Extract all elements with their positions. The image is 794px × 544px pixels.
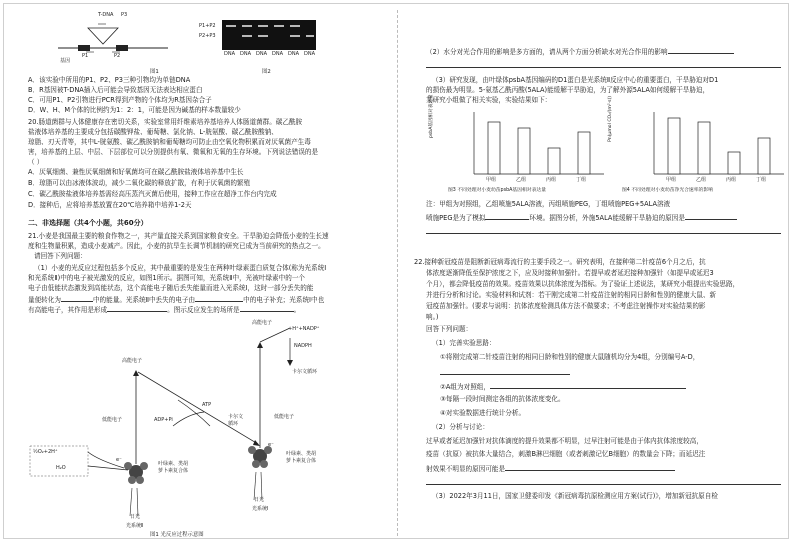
arrow-head <box>253 440 260 446</box>
chart-pn-caption: 图4 不同处理对小麦幼苗净光合速率的影响 <box>622 188 713 193</box>
q21-part1-line-fill <box>28 304 300 316</box>
label-calvin-2: 卡尔文 <box>228 414 244 420</box>
q22-step2-line <box>440 381 686 393</box>
arrow-head <box>133 370 139 376</box>
answer-blank-13[interactable] <box>426 477 781 485</box>
column-divider <box>397 10 398 536</box>
chart-psba-bar <box>488 122 500 174</box>
answer-blank-7[interactable] <box>485 212 529 220</box>
label-chl-ps1-b: 萝卜素复合体 <box>286 458 317 464</box>
q22-step3: ③每隔一段时间测定各组的抗体浓度变化。 <box>440 395 565 403</box>
q22-discussion-blank <box>426 477 781 489</box>
q20-stem-line: 琼脂、刃天青等，其中L-胱氨酸、碳乙酰胺钠和葡萄糖均可防止由空氧化物积累而对厌氧菌产生毒 <box>28 138 311 146</box>
answer-blank-11[interactable] <box>490 381 686 389</box>
chart-psba-xtick: 乙组 <box>516 177 527 183</box>
q20-stem-line: 盐液体培养基的主要成分包括碳酸钾盐、葡萄糖、氯化钠、L-胱氨酸、碳乙酰胺酸钠、 <box>28 128 278 136</box>
dna-lane-label: DNA <box>288 51 300 57</box>
label-high-electron-ps2: 高能电子 <box>122 358 143 364</box>
p1-label: P1 <box>82 53 89 59</box>
q19-option-b: B．R基因被T-DNA插入后可能会导致基因无法表达相应蛋白 <box>28 86 203 94</box>
label-sunlight-ps1: 日光 <box>254 497 265 503</box>
arrow-head <box>287 360 293 366</box>
answer-blank-2[interactable] <box>195 294 243 302</box>
arrow-head <box>257 342 263 348</box>
chart-pn-xtick: 丁组 <box>756 177 767 183</box>
q22-part1-label: （1）完善实验思路： <box>432 339 496 347</box>
ps2-complex-shape <box>128 476 136 484</box>
sun-ray <box>137 488 138 516</box>
figure-gel <box>222 20 316 50</box>
figure-gel-svg <box>222 20 316 50</box>
label-e-ps2: e⁻ <box>116 457 122 463</box>
chart-pn-bar <box>758 138 770 174</box>
label-low-electron-ps2: 低能电子 <box>102 417 123 423</box>
fig1-caption: 图1 <box>150 69 159 75</box>
tdna-label: T-DNA <box>98 12 114 18</box>
q21-stem-line: 请回答下列问题： <box>34 252 87 260</box>
right-column <box>404 10 788 538</box>
label-high-electron-ps1: 高能电子 <box>252 320 273 326</box>
ps1-complex <box>248 446 272 468</box>
label-cycle: 循环 <box>228 421 239 427</box>
q20-stem-line: 20.肠道菌群与人体健康存在密切关系，实验室常用纤维素培养基培养人体肠道菌群。碳乙酰胺 <box>28 118 303 126</box>
q21-part2-blank-line <box>426 60 781 72</box>
q22-discussion-line-fill <box>426 463 675 475</box>
q21-part1-line: 电子由低能状态激发到高能状态，这个高能电子随后丢失能量而进入光系统Ⅰ，这时一部分丢失的能 <box>28 284 314 292</box>
chart-psba-bar <box>578 132 590 174</box>
q21-text: 中的能量。光系统Ⅱ中丢失的电子由 <box>92 296 196 304</box>
chart-pn-xtick: 乙组 <box>696 177 707 183</box>
label-sunlight-ps2: 日光 <box>130 514 141 520</box>
note-line: 注：甲组为对照组，乙组喷施5ALA溶液，丙组喷施PEG，丁组喷施PEG+5ALA溶液 <box>426 200 671 208</box>
answer-blank-5[interactable] <box>668 46 734 54</box>
q22-step1: ①将刚完成第二针疫苗注射的相同日龄和性别的健康大鼠随机均分为4组，分别编号A-D， <box>440 353 700 361</box>
chart-psba-caption: 图3 不同处理对小麦幼苗psbA基因相对表达量 <box>448 188 546 193</box>
q22-step4: ④对实验数据进行统计分析。 <box>440 409 526 417</box>
dna-lane-label: DNA <box>256 51 268 57</box>
answer-blank-4[interactable] <box>240 304 294 312</box>
answer-blank-9[interactable] <box>426 226 781 234</box>
q22-step2: ②A组为对照组， <box>440 383 490 391</box>
sun-ray <box>130 488 132 516</box>
q20-option-d: D．接种后，应将培养基放置在20℃培养箱中培养1-2天 <box>28 201 192 209</box>
answer-blank-12[interactable] <box>505 463 675 471</box>
q21-text: 有高能电子，其作用是形成 <box>28 306 108 314</box>
gene-box-left <box>78 45 90 51</box>
chart-psba-bar <box>518 128 530 174</box>
q21-part1-line: （1）小麦的光反应过程包括多个反应，其中最重要的是发生在两种叶绿素蛋白质复合体(称为光系统Ⅰ <box>34 264 327 272</box>
q19-option-d: D．W、H、M个体的比例约为1：2：1，可能是因为碱基的样本数量较少 <box>28 106 241 114</box>
q21-text: 中的电子补充；光系统Ⅰ中也 <box>243 296 325 304</box>
q21-stem-line: 度和生物量积累，造成小麦减产。因此，小麦的抗旱生长调节机制的研究已成为当前研究的热点之一。 <box>28 242 325 250</box>
label-low-electron-ps1: 低能电子 <box>274 414 295 420</box>
q21-part3-line: 的损伤最为明显。5-氨基乙酰丙酸(5ALA)能缓解干旱胁迫，为了解外源5ALA如何缓解干旱胁迫， <box>426 86 710 94</box>
label-oxygen: ½O₂+2H⁺ <box>33 449 58 455</box>
chart-psba-ylabel: psbA基因相对表达量 <box>429 94 434 138</box>
note-text: 环境。据图分析，外施5ALA能缓解干旱胁迫的原因是 <box>529 214 685 222</box>
note-line-fill <box>426 212 737 224</box>
answer-blank-3[interactable] <box>107 304 167 312</box>
chart-pn-bar <box>728 152 740 174</box>
ps1-complex-shape <box>248 446 256 454</box>
q21-stem-line: 21.小麦是我国最主要的粮食作物之一，其产量直接关系到国家粮食安全。干旱胁迫会降低小麦的生长速 <box>28 232 329 240</box>
chart-psba-xtick: 甲组 <box>486 177 497 183</box>
figure-tdna <box>58 10 188 72</box>
q22-part3-line: （3）2022年3月11日，国家卫健委印发《新冠病毒抗原检测应用方案(试行)》，增加新冠抗原自检 <box>432 492 718 500</box>
ps1-complex-shape <box>252 460 260 468</box>
ps2-complex-shape <box>124 462 132 470</box>
ps2-complex <box>124 462 148 484</box>
q20-stem-line: 害，培养基的上层、中层、下层部位可以分别提供有氧、微氧和无氧的生存环境。下列说法错误的是 <box>28 148 319 156</box>
q20-answer-paren: （ ） <box>28 158 44 166</box>
note-blank-line <box>426 226 781 238</box>
ps2-complex-shape <box>136 476 144 484</box>
nadp-branch <box>260 328 290 342</box>
q20-option-a: A．厌氧细菌、兼性厌氧细菌和好氧菌均可在碳乙酰胺盐液体培养基中生长 <box>28 168 244 176</box>
dna-lane-label: DNA <box>272 51 284 57</box>
dna-lane-label: DNA <box>304 51 316 57</box>
q22-part2-label: （2）分析与讨论： <box>432 423 489 431</box>
dna-lane-label: DNA <box>240 51 252 57</box>
q21-part2-line <box>426 46 734 58</box>
q22-stem-line: 并进行分析和讨论。实验材料和试剂：若干刚完成第二针疫苗注射的相同日龄和性别的健康大鼠、新 <box>426 291 717 299</box>
chart-pn-xtick: 甲组 <box>666 177 677 183</box>
q22-discussion-text: 射效果不明显的原因可能是 <box>426 465 506 473</box>
figure-tdna-svg <box>58 10 188 72</box>
q22-stem-line: 22.接种新冠疫苗是阻断新冠病毒流行的主要手段之一。研究表明，在接种第二针疫苗6个月之后，抗 <box>414 258 706 266</box>
figure-photosystem-caption: 图1 光反应过程示意图 <box>150 532 204 538</box>
q21-part3-line: 某研究小组做了相关实验，实验结果如下： <box>426 96 552 104</box>
p2p3-label: P2+P3 <box>199 33 216 39</box>
gel-background <box>222 20 316 50</box>
label-water: H₂O <box>56 465 66 471</box>
label-adp-pi: ADP+Pi <box>154 417 173 423</box>
q22-stem-line: 响。) <box>426 313 439 321</box>
q21-text: 。 <box>293 306 301 314</box>
answer-blank-8[interactable] <box>685 212 737 220</box>
chart-psba-bar <box>548 148 560 174</box>
note-text: 喷施PEG是为了模拟 <box>426 214 486 222</box>
p1p2-label: P1+P2 <box>199 23 216 29</box>
label-ps1: 光系统Ⅰ <box>252 506 269 512</box>
ps2-complex-shape <box>140 462 148 470</box>
q22-discussion-line: 疫苗（抗原）被抗体大量结合，刺激B淋巴细胞（或者刺激记忆B细胞）的数量会下降；而延迟注 <box>426 450 706 458</box>
q22-stem-line: 个月），都会降低疫苗的效果。疫苗效果以抗体浓度为指标。为了验证上述说法，某研究小组提出实验思路， <box>426 280 740 288</box>
q22-discussion-line: 过早或者延迟加强针对抗体滴度的提升效果都不明显，过早注射可能是由于体内抗体浓度较高， <box>426 437 703 445</box>
label-chl-ps2: 叶绿素、类胡 <box>158 461 189 467</box>
tdna-triangle <box>88 28 118 44</box>
answer-blank-10[interactable] <box>440 367 570 375</box>
gene-label: 基因 <box>60 58 71 64</box>
q21-text: 量便转化为 <box>28 296 61 304</box>
q21-text: 。图示反应发生的场所是 <box>167 306 240 314</box>
q21-part2-text: （2）水分对光合作用的影响是多方面的，请从两个方面分析缺水对光合作用的影响 <box>426 48 668 56</box>
label-e-ps1: e⁻ <box>268 442 274 448</box>
left-column <box>6 10 390 538</box>
adp-arc <box>173 412 204 426</box>
answer-blank-6[interactable] <box>426 60 781 68</box>
chart-psba-xtick: 丙组 <box>546 177 557 183</box>
dna-lane-label: DNA <box>224 51 236 57</box>
p3-label: P3 <box>121 12 128 18</box>
q20-option-c: C．碳乙酰胺盐液体培养基需经高压蒸汽灭菌后使用，接种工作应在超净工作台内完成 <box>28 190 277 198</box>
q19-option-a: A．该实验中所用的P1、P2、P3三种引物均为单链DNA <box>28 76 191 84</box>
label-hplus-nadp: +H⁺+NADP⁺ <box>288 326 320 332</box>
sunlight-rays <box>130 472 265 516</box>
chart-pn-ylabel: Pn(μmol CO₂/(m²·s)) <box>608 95 613 142</box>
gene-box-right <box>116 45 128 51</box>
label-calvin-cycle: 卡尔文循环 <box>292 369 318 375</box>
figure-photosystem <box>28 316 368 534</box>
label-chl-ps2-b: 萝卜素复合体 <box>158 468 189 474</box>
section2-heading: 二、非选择题（共4个小题，共60分） <box>28 219 148 227</box>
q22-stem-line: 体浓度逐渐降低至保护浓度之下，应及时接种加强针。若提早或者延迟接种加强针（如提早或延迟3 <box>426 269 714 277</box>
q19-option-c: C．可用P1、P2引物进行PCR得到产物的个体均为R基因杂合子 <box>28 96 212 104</box>
chart-pn-xtick: 丙组 <box>726 177 737 183</box>
figure-photosystem-svg <box>28 316 368 534</box>
label-atp: ATP <box>202 402 212 408</box>
water-split-arrow <box>88 466 128 470</box>
ps1-complex-shape <box>260 460 268 468</box>
label-ps2: 光系统Ⅱ <box>126 523 144 529</box>
chart-pn-bar <box>698 122 710 174</box>
q22-step1-blank <box>440 367 570 379</box>
electron-transport-arrow <box>138 372 258 444</box>
answer-blank-1[interactable] <box>61 294 93 302</box>
q20-option-b: B．琼脂可以由冰液体波动，减少二氧化碳的释放扩散，有利于厌氧菌的繁殖 <box>28 179 251 187</box>
q21-part1-line: 和光系统Ⅱ)中的电子被光激发的反应，如图1所示。据图可知，光系统Ⅱ中，光被叶绿素中的一个 <box>28 274 306 282</box>
chart-psba-xtick: 丁组 <box>576 177 587 183</box>
label-chl-ps1: 叶绿素、类胡 <box>286 451 317 457</box>
q21-part3-line: （3）研究发现，由叶绿体psbA基因编码的D1蛋白是光系统Ⅱ反应中心的重要蛋白，干旱胁迫对D1 <box>432 76 719 84</box>
p2-label: P2 <box>114 53 121 59</box>
label-nadph: NADPH <box>294 343 312 349</box>
q22-stem-line: 回答下列问题： <box>426 325 473 333</box>
chart-pn-bar <box>668 118 680 174</box>
fig2-caption: 图2 <box>262 69 271 75</box>
q22-stem-line: 冠疫苗加强针。(要求与说明：抗体浓度检测具体方法不做要求；不考虑注射操作对实验结果的影 <box>426 302 706 310</box>
